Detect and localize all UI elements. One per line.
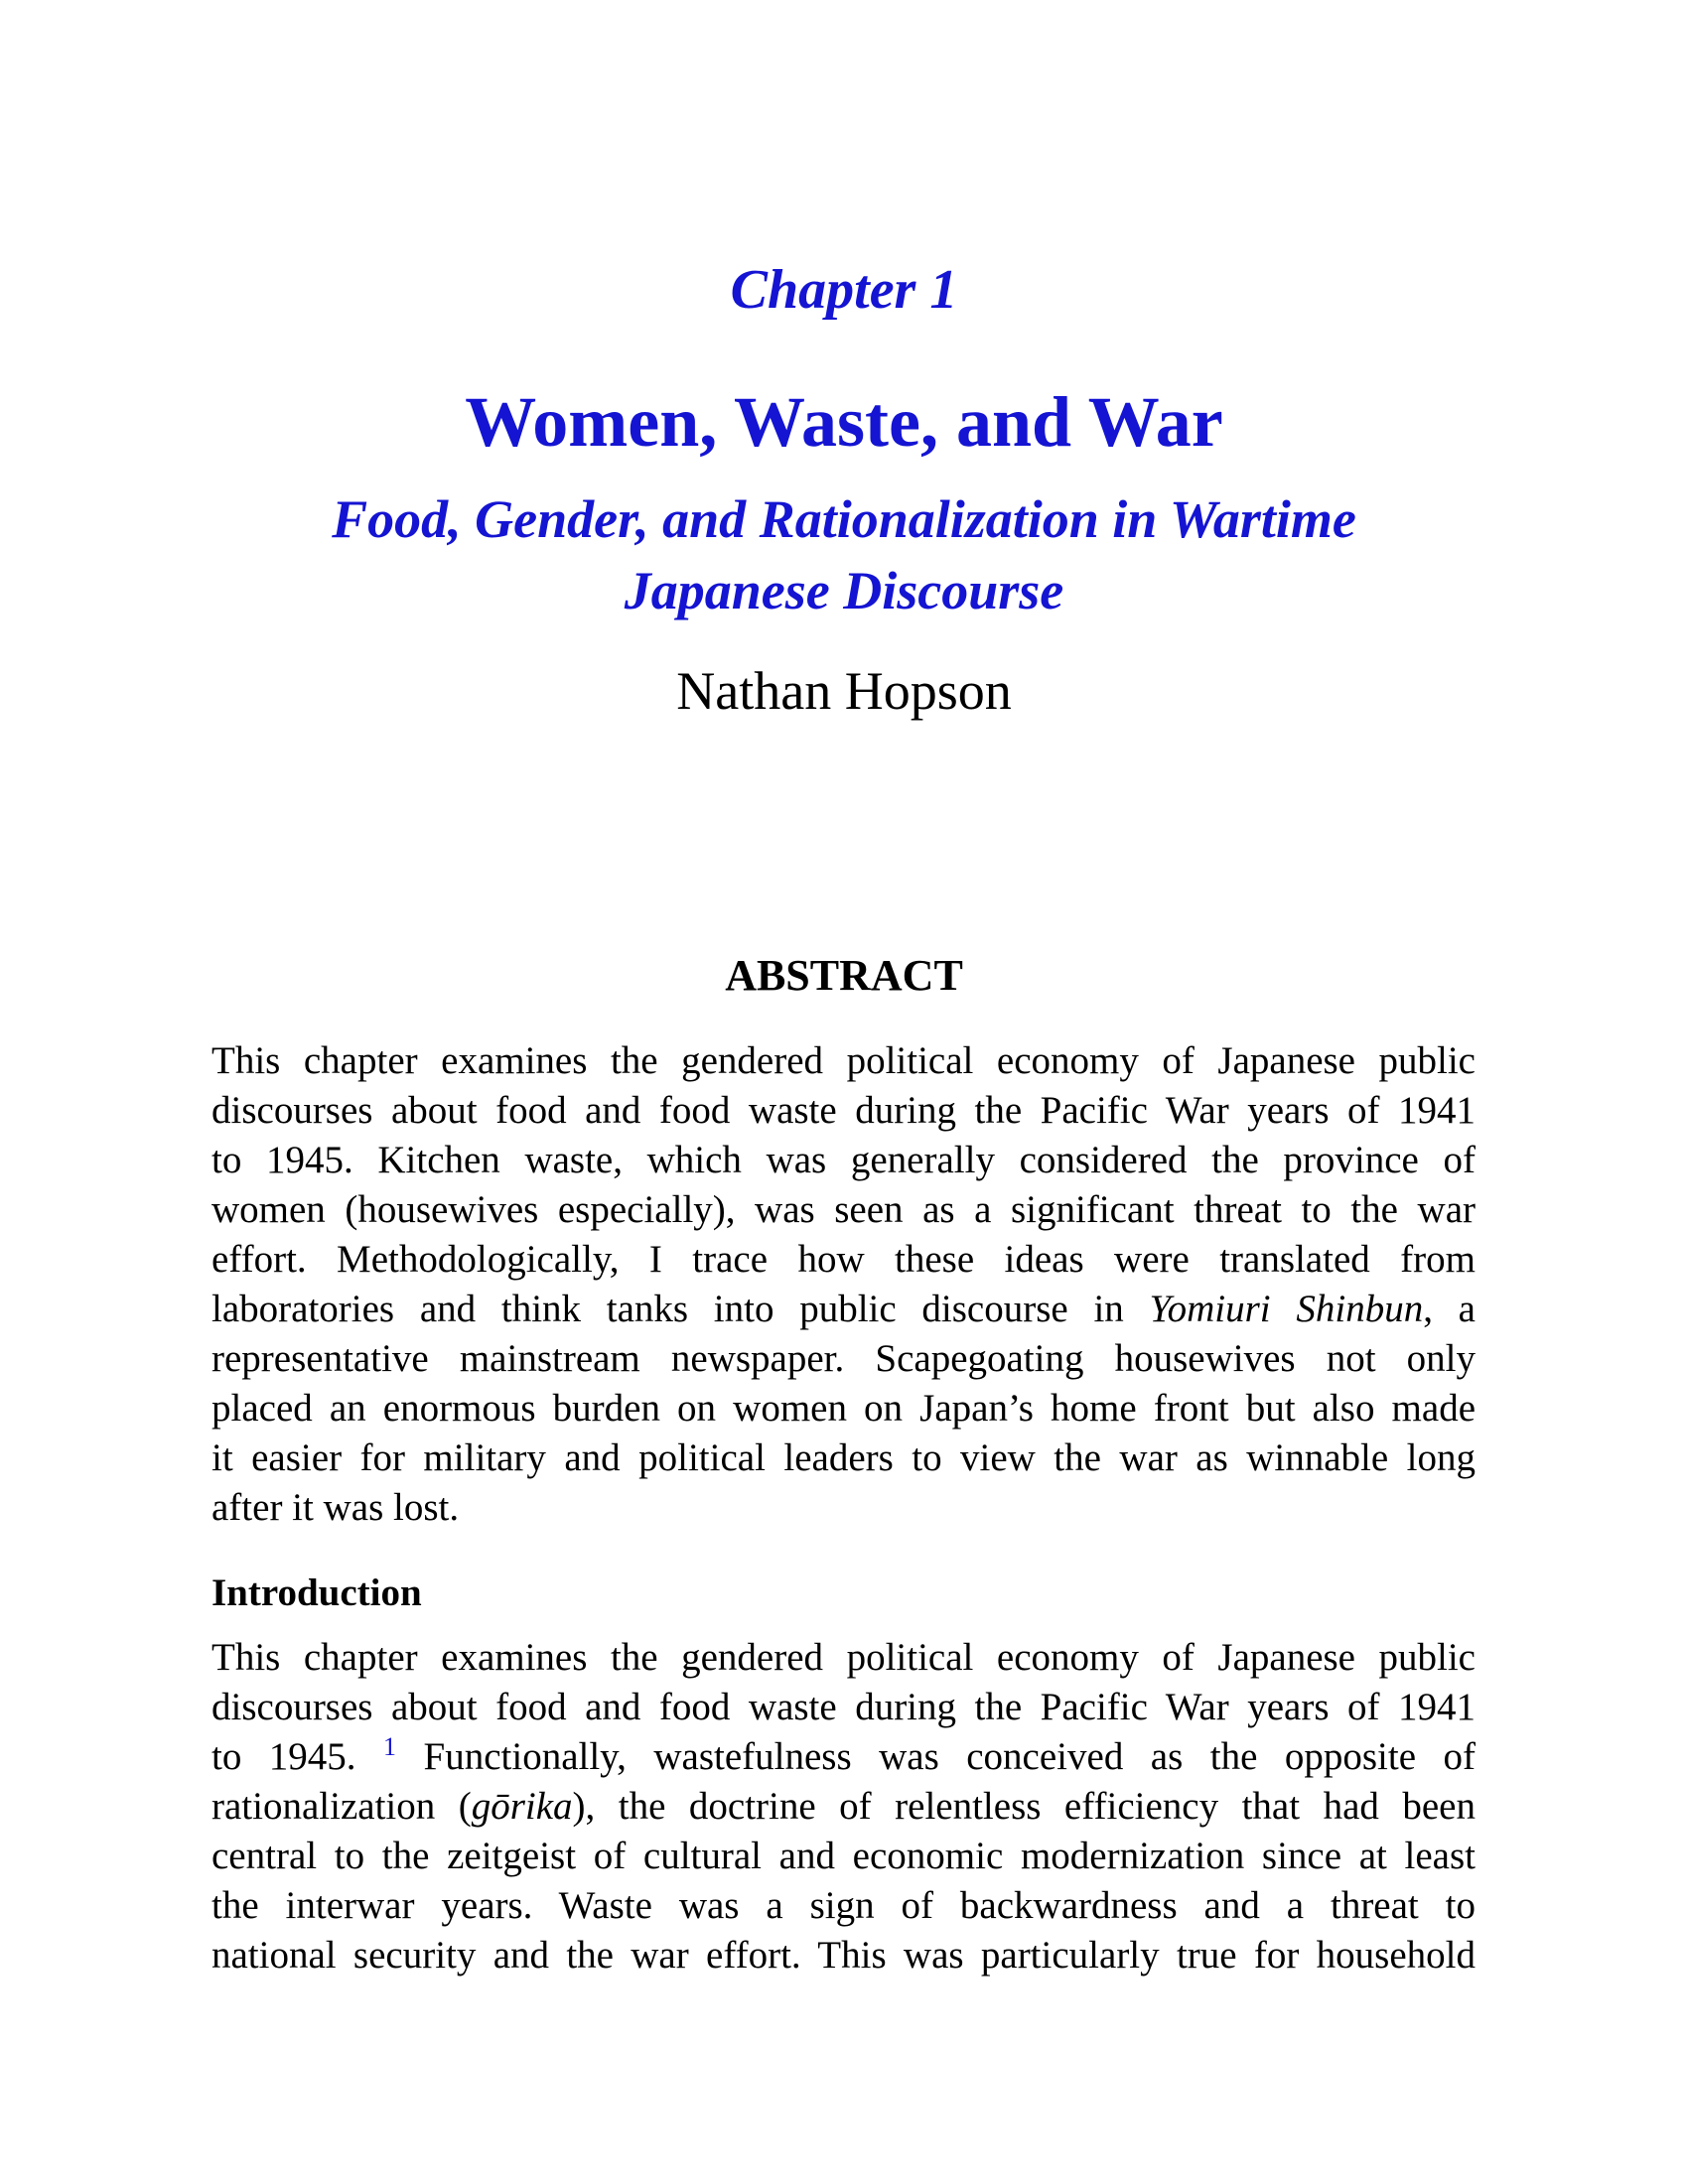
abstract-line: women (housewives especially), was seen as a significant threat to the war [211,1188,1476,1231]
introduction-text: Functionally, wastefulness was conceived as the opposite of [396,1735,1476,1778]
abstract-line [211,1285,1476,1334]
abstract-text: , a [1423,1288,1476,1330]
author-name: Nathan Hopson [676,661,1012,721]
abstract-line: it easier for military and political leaders to view the war as winnable long [211,1436,1476,1479]
newspaper-title: Yomiuri Shinbun [1149,1288,1424,1330]
introduction-line: the interwar years. Waste was a sign of backwardness and a threat to [211,1884,1476,1927]
introduction-body [211,1633,1476,1980]
abstract-line: representative mainstream newspaper. Scapegoating housewives not only [211,1337,1476,1380]
chapter-label: Chapter 1 [730,259,958,321]
introduction-line: central to the zeitgeist of cultural and economic modernization since at least [211,1835,1476,1877]
introduction-line [211,1782,1476,1832]
abstract-line: to 1945. Kitchen waste, which was generally considered the province of [211,1139,1476,1181]
term-gorika: gōrika [471,1785,573,1828]
introduction-heading: Introduction [211,1571,422,1614]
introduction-text: rationalization ( [211,1785,472,1828]
chapter-subtitle-line-2: Japanese Discourse [624,561,1064,620]
chapter-subtitle [248,483,1440,626]
abstract-line: This chapter examines the gendered political economy of Japanese public [211,1039,1476,1082]
introduction-text: to 1945. [211,1735,384,1778]
abstract-text: laboratories and think tanks into public discourse in [211,1288,1150,1330]
abstract-body [211,1036,1476,1533]
introduction-line: discourses about food and food waste during the Pacific War years of 1941 [211,1686,1476,1728]
introduction-line: national security and the war effort. This was particularly true for household [211,1934,1476,1977]
chapter-subtitle-line-1: Food, Gender, and Rationalization in Wartime [332,489,1356,549]
introduction-line [211,1732,1476,1782]
chapter-title: Women, Waste, and War [465,382,1223,462]
introduction-line: This chapter examines the gendered political economy of Japanese public [211,1636,1476,1679]
abstract-heading: ABSTRACT [725,951,963,1000]
abstract-line: after it was lost. [211,1486,460,1529]
abstract-line: effort. Methodologically, I trace how these ideas were translated from [211,1238,1476,1281]
abstract-line: discourses about food and food waste during the Pacific War years of 1941 [211,1089,1476,1132]
footnote-marker[interactable]: 1 [383,1732,397,1761]
introduction-text: ), the doctrine of relentless efficiency that had been [572,1785,1476,1828]
abstract-line: placed an enormous burden on women on Japan’s home front but also made [211,1387,1476,1430]
